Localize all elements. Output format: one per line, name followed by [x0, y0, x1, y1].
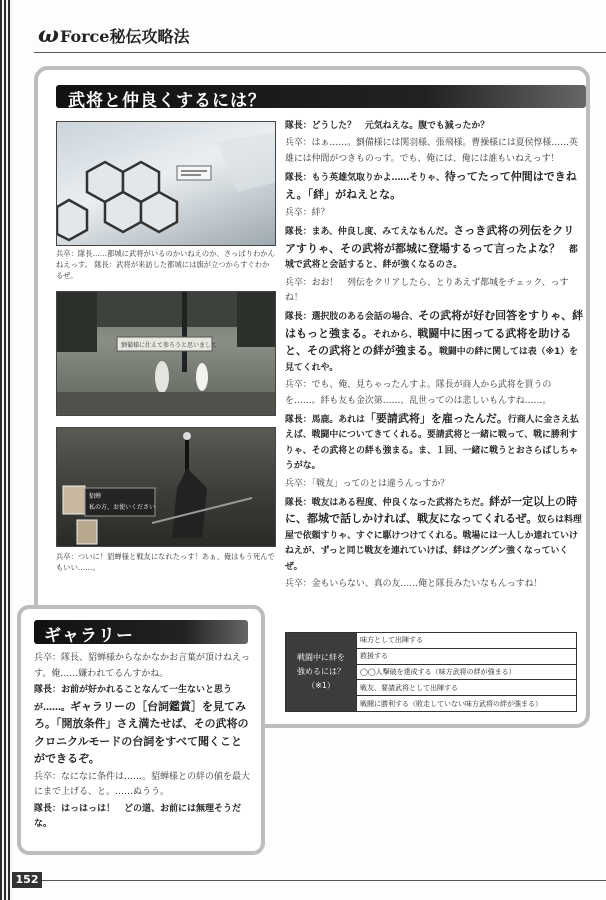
omega-logo: ω [38, 22, 59, 48]
section-title: 武将と仲良くするには？ [68, 91, 266, 111]
dialogue-column [285, 119, 585, 594]
battle-scene-graphic [57, 428, 276, 547]
page-edge-stripe [0, 0, 12, 900]
bond-table [285, 632, 577, 712]
table-row: 味方として出陣する [356, 633, 576, 649]
line-chief-2: 隊長：もう英雄気取りかよ……そりゃ、待ってたって仲間はできねえ。「絆」がねえとな。 [285, 170, 577, 201]
gallery-line-chief-2: 隊長：はっはっは！ どの道、お前には無理そうだな。 [34, 803, 242, 829]
line-soldier-3: 兵卒：おお！ 列伝をクリアしたら、とりあえず都城をチェック、っすね！ [285, 277, 569, 304]
line-chief-6: 隊長：戦友はある程度、仲良くなった武将たちだ。絆が一定以上の時に、都城で話しかければ、戦友になってくれるぜ。奴らは料理屋で依頼すりゃ、すぐに駆けつけてくれる。戦場には一人しか連れていけねえが、ずっと同じ戦友を連れていけば、絆はグングン強くなっていくぜ。 [285, 494, 582, 572]
gallery-title: ギャラリー [44, 626, 134, 646]
screenshot-battle [56, 427, 276, 547]
line-soldier-4: 兵卒：でも、俺、見ちゃったんすよ。隊長が商人から武将を買うのを……。絆も友も金次第……、乱世ってのは悲しいもんすね……。 [285, 380, 552, 406]
screenshot-map [56, 121, 276, 246]
town-scene-graphic [57, 292, 276, 416]
page-number: 152 [12, 872, 42, 888]
header-title: Force秘伝攻略法 [59, 27, 190, 46]
line-chief-5: 隊長：馬鹿。あれは「要請武将」を雇ったんだ。行商人に金さえ払えば、戦闘中についてきてくれる。要請武将と一緒に戦って、戦に勝利すりゃ、その武将との絆も強まる。ま、１回、一緒に戦うとおさらばしちゃうがな。 [285, 411, 579, 472]
line-chief-1: 隊長：どうした？ 元気ねえな。腹でも減ったか？ [285, 121, 490, 131]
screenshot-town [56, 291, 276, 416]
line-soldier-1: 兵卒：はぁ……。劉備様には関羽様、張飛様。曹操様には夏侯惇様……英雄には仲間がつきものっす。でも、俺には、俺には誰もいねえっす！ [285, 138, 578, 164]
screenshot-1-caption: 兵卒：隊長……都城に武将がいるのかいねえのか、さっぱりわかんねえっす。 隊長：武将が来訪した都城には旗が立つからすぐわかるぜ。 [56, 249, 275, 280]
line-chief-4: 隊長：選択肢のある会話の場合、その武将が好む回答をすりゃ、絆はもっと強まる。それから、戦闘中に困ってる武将を助けると、その武将との絆が強まる。戦闘中の絆に関しては表（※1）を見てくれや。 [285, 309, 584, 373]
table-row: 戦闘に勝利する（敗走していない味方武将の絆が強まる） [356, 696, 576, 711]
gallery-line-chief-1: 隊長：お前が好かれることなんて一生ないと思うが……。ギャラリーの［台詞鑑賞］を見てみろ。「開放条件」さえ満たせば、その武将のクロニクルモードの台詞をすべて聞くことができるぞ。 [34, 685, 249, 765]
gallery-line-soldier-1: 兵卒：隊長、貂蝉様からなかなかお言葉が頂けねえっす。俺……嫌われてるんすかね。 [34, 653, 251, 679]
running-header [38, 22, 189, 48]
header-rule [34, 52, 606, 53]
bond-table-label: 戦闘中に絆を 強めるには？ （※1） [286, 633, 356, 711]
table-row: 戦友、要請武将として出陣する [356, 680, 576, 696]
line-soldier-5: 兵卒：「戦友」ってのとは違うんっすか？ [285, 478, 450, 489]
gallery-dialogue [34, 651, 250, 834]
gallery-line-soldier-2: 兵卒：なになに条件は……。貂蝉様との絆の値を最大にまで上げる、と。……ぬうう。 [34, 771, 251, 797]
battle-dialog-text: 私の方、お使いください [89, 504, 156, 511]
footer-rule [42, 880, 606, 881]
screenshot-3-caption: 兵卒：ついに！貂蝉様と戦友になれたっす！あぁ、俺はもう死んでもいい……。 [56, 552, 275, 572]
hex-map-graphic [57, 122, 276, 246]
line-soldier-2: 兵卒：絆？ [285, 208, 330, 219]
table-row: ◯◯人撃破を達成する（味方武将の絆が強まる） [356, 665, 576, 681]
line-soldier-6: 兵卒：金もいらない、真の友……俺と隊長みたいなもんっすね！ [285, 578, 543, 589]
town-dialog-text: 劉備様に仕えて参ろうと思いまして [121, 342, 218, 349]
table-row: 救援する [356, 649, 576, 665]
line-chief-3: 隊長：まあ、仲良し度、みてえなもんだ。さっき武将の列伝をクリアすりゃ、その武将が都城に登場するって言ったよな？ 都城で武将と会話すると、絆が強くなるのさ。 [285, 224, 578, 271]
battle-speaker-name: 貂蝉 [89, 493, 102, 500]
bond-table-rows [356, 633, 576, 711]
